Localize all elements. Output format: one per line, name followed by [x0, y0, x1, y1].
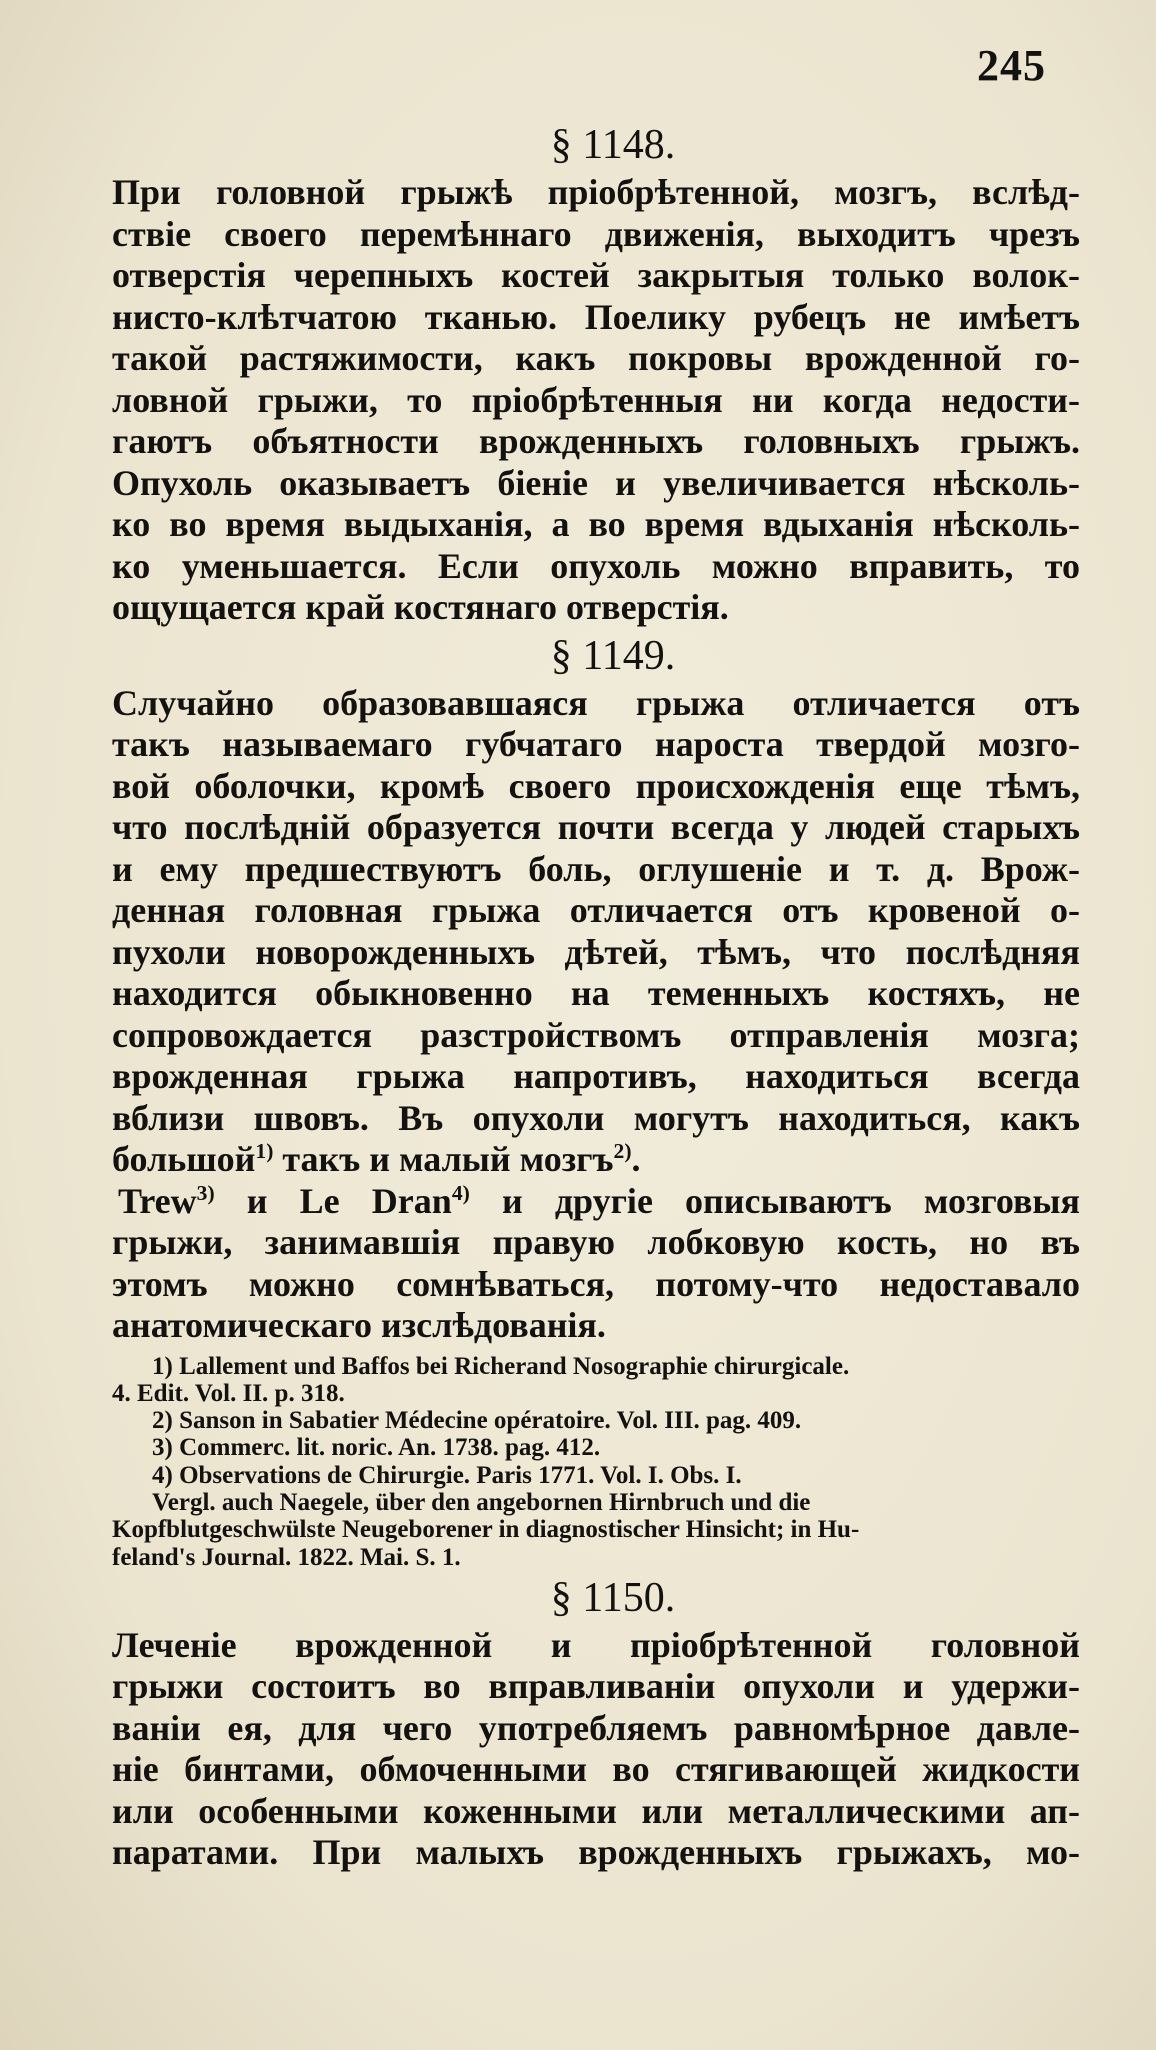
text-line: отверстія черепныхъ костей закрытыя только волок- — [112, 255, 1080, 295]
text-line: этомъ можно сомнѣваться, потому-что недоставало — [112, 1263, 1080, 1304]
section-1149-text — [112, 683, 1080, 1571]
text-line: и ему предшествуютъ боль, оглушеніе и т. д. Врож- — [112, 848, 1080, 889]
footnote: 2) Sanson in Sabatier Médecine opératoire. Vol. III. pag. 409. — [152, 1407, 802, 1435]
text-line: такой растяжимости, какъ покровы врожденной го- — [112, 338, 1080, 378]
text-fragment: большой — [112, 1139, 256, 1179]
text-line: или особенными коженными или металлическими ап- — [112, 1790, 1080, 1831]
text-fragment: Trew — [118, 1180, 197, 1221]
text-line: врожденная грыжа напротивъ, находиться всегда — [112, 1056, 1080, 1096]
text-line: находится обыкновенно на теменныхъ костяхъ, не — [112, 973, 1080, 1013]
footnote: 4. Edit. Vol. II. p. 318. — [112, 1379, 345, 1407]
text-line: денная головная грыжа отличается отъ кровеной о- — [112, 890, 1080, 930]
text-line: такъ называемаго губчатаго нароста твердой мозго- — [112, 724, 1080, 764]
text-fragment: и другіе описываютъ мозговыя — [469, 1180, 1081, 1221]
text-line: При головной грыжѣ пріобрѣтенной, мозгъ, вслѣд- — [112, 172, 1080, 212]
footnote: 4) Observations de Chirurgie. Paris 1771. Vol. I. Obs. I. — [152, 1461, 742, 1489]
footnote-ref: 3) — [196, 1180, 215, 1205]
text-line: Случайно образовавшаяся грыжа отличается отъ — [112, 682, 1080, 723]
text-line: вблизи швовъ. Въ опухоли могутъ находиться, какъ — [112, 1097, 1080, 1138]
text-line: паратами. При малыхъ врожденныхъ грыжахъ, мо- — [112, 1832, 1080, 1873]
text-line: пухоли новорожденныхъ дѣтей, тѣмъ, что послѣдняя — [112, 931, 1080, 972]
footnote: Vergl. auch Naegele, über den angebornen Hirnbruch und die — [152, 1488, 811, 1516]
text-line: сопровождается разстройствомъ отправленія мозга; — [112, 1014, 1080, 1055]
footnote-ref: 1) — [255, 1139, 274, 1163]
page-body — [112, 118, 1080, 1874]
text-line-with-footnote-refs — [112, 1181, 1080, 1223]
text-line: грыжи состоитъ во вправливаніи опухоли и удержи- — [112, 1666, 1080, 1707]
text-line: ко уменьшается. Если опухоль можно вправить, то — [112, 545, 1080, 586]
text-fragment: и Le Dran — [214, 1180, 452, 1221]
footnote: 1) Lallement und Baffos bei Richerand Nosographie chirurgicale. — [152, 1352, 850, 1380]
text-line: ніе бинтами, обмоченными во стягивающей жидкости — [112, 1749, 1080, 1790]
text-line: анатомическаго изслѣдованія. — [112, 1305, 606, 1345]
text-line: Опухоль оказываетъ біеніе и увеличивается нѣсколь- — [112, 462, 1080, 503]
page-number: 245 — [977, 41, 1046, 90]
text-line: нисто-клѣтчатою тканью. Поелику рубецъ не имѣетъ — [112, 296, 1080, 337]
footnote-ref: 2) — [613, 1139, 632, 1163]
text-line-with-footnote-refs — [112, 1139, 1080, 1181]
text-line: ловной грыжи, то пріобрѣтенныя ни когда недости- — [112, 379, 1080, 420]
footnote: Kopfblutgeschwülste Neugeborener in diagnostischer Hinsicht; in Hu- — [112, 1516, 860, 1544]
text-line: ко во время выдыханія, а во время вдыханія нѣсколь- — [112, 504, 1080, 544]
section-heading: § 1150. — [550, 1574, 676, 1621]
text-line: ствіе своего перемѣннаго движенія, выходитъ чрезъ — [112, 213, 1080, 254]
text-line: вой оболочки, кромѣ своего происхожденія еще тѣмъ, — [112, 765, 1080, 806]
section-heading: § 1148. — [550, 122, 676, 168]
section-1148-text — [112, 172, 1080, 629]
text-line: Леченіе врожденной и пріобрѣтенной головной — [112, 1624, 1080, 1665]
text-line: ваніи ея, для чего употребляемъ равномѣрное давле- — [112, 1707, 1080, 1748]
text-fragment: . — [631, 1139, 641, 1179]
footnote-ref: 4) — [451, 1180, 470, 1205]
text-fragment: такъ и малый мозгъ — [273, 1139, 614, 1179]
section-heading: § 1149. — [550, 632, 676, 679]
text-line: что послѣдній образуется почти всегда у людей старыхъ — [112, 807, 1080, 847]
footnote: 3) Commerc. lit. noric. An. 1738. pag. 412. — [152, 1434, 601, 1462]
footnotes — [112, 1353, 1080, 1571]
section-1150-text — [112, 1625, 1080, 1874]
text-line: грыжи, занимавшія правую лобковую кость, но въ — [112, 1222, 1080, 1262]
footnote: feland's Journal. 1822. Mai. S. 1. — [112, 1543, 461, 1571]
text-line: гаютъ объятности врожденныхъ головныхъ грыжъ. — [112, 421, 1080, 461]
text-line: ощущается край костянаго отверстія. — [112, 587, 729, 627]
